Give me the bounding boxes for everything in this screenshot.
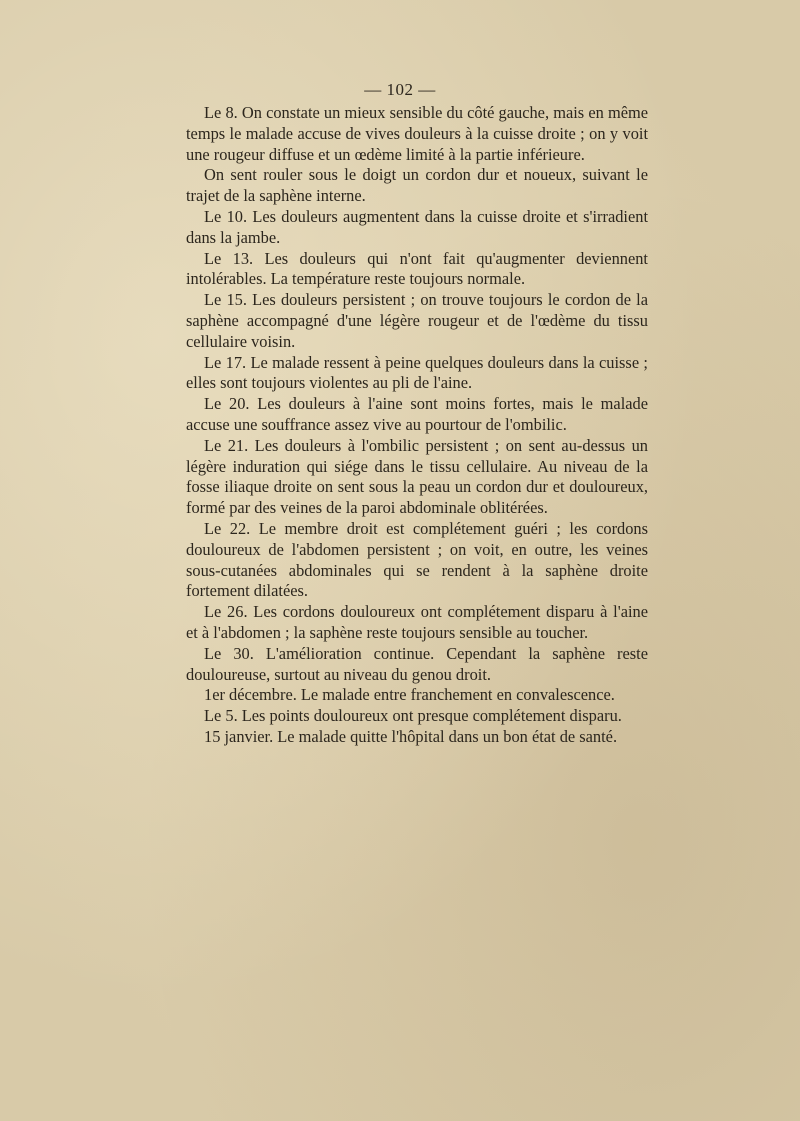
paragraph-day-10: Le 10. Les douleurs augmentent dans la cuisse droite et s'irradient dans la jambe. (186, 206, 648, 247)
paragraph-january-15: 15 janvier. Le malade quitte l'hôpital dans un bon état de santé. (204, 726, 618, 746)
paragraph-day-8: Le 8. On constate un mieux sensible du côté gauche, mais en même temps le malade accuse de vives douleurs à la cuisse droite ; on y voit une rougeur diffuse et un œdème limité à la partie inférieure. (186, 103, 648, 164)
paragraph-day-13: Le 13. Les douleurs qui n'ont fait qu'augmenter deviennent intolérables. La température reste toujours normale. (186, 248, 648, 289)
paragraph-day-5: Le 5. Les points douloureux ont presque complétement disparu. (204, 706, 622, 726)
page-number: — 102 — (364, 80, 436, 99)
paragraph-day-21: Le 21. Les douleurs à l'ombilic persistent ; on sent au-dessus un légère induration qui siége dans le tissu cellulaire. Au niveau de la fosse iliaque droite on sent sous la peau un cordon dur et douloureux, formé par des veines de la paroi abdominale oblitérées. (186, 435, 648, 518)
paragraph-december-1: 1er décembre. Le malade entre franchement en convalescence. (204, 685, 615, 705)
paragraph-day-20: Le 20. Les douleurs à l'aine sont moins fortes, mais le malade accuse une souffrance assez vive au pourtour de l'ombilic. (186, 394, 648, 434)
paragraph-cordon-saphene: On sent rouler sous le doigt un cordon dur et noueux, suivant le trajet de la saphène interne. (186, 165, 648, 206)
paragraph-day-15: Le 15. Les douleurs persistent ; on trouve toujours le cordon de la saphène accompagné d'une légère rougeur et de l'œdème du tissu cellulaire voisin. (186, 290, 648, 351)
paragraph-day-17: Le 17. Le malade ressent à peine quelques douleurs dans la cuisse ; elles sont toujours violentes au pli de l'aine. (186, 352, 648, 393)
paragraph-day-26: Le 26. Les cordons douloureux ont complétement disparu à l'aine et à l'abdomen ; la saphène reste toujours sensible au toucher. (186, 602, 648, 642)
paragraph-day-22: Le 22. Le membre droit est complétement guéri ; les cordons douloureux de l'abdomen persistent ; on voit, en outre, les veines sous-cutanées abdominales qui se rendent à la saphène droite fortement dilatées. (186, 518, 648, 601)
page-body-text (186, 103, 648, 748)
paragraph-day-30: Le 30. L'amélioration continue. Cependant la saphène reste douloureuse, surtout au niveau du genou droit. (186, 643, 648, 684)
